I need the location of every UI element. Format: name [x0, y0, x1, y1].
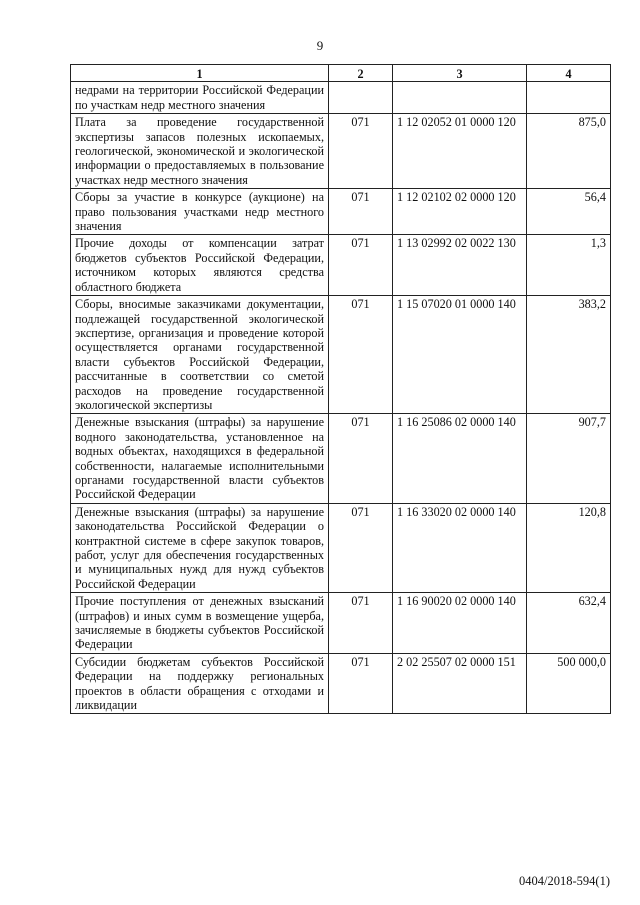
- admin-code: 071: [329, 114, 393, 189]
- revenue-description: Сборы, вносимые заказчиками документации, подлежащей государственной экологической экспертизе, организация и проведение которой осуществляется органами государственной власти субъектов Российской Федерации, рассчитанные в соответствии со сметой расходов на проведение государственной экологической экспертизы: [71, 296, 329, 414]
- budget-classification-code: 1 15 07020 01 0000 140: [393, 296, 527, 414]
- column-header: 1: [71, 65, 329, 82]
- table-row: [71, 503, 611, 592]
- admin-code: 071: [329, 189, 393, 235]
- table-row: [71, 114, 611, 189]
- table-row: [71, 653, 611, 714]
- table-header-row: [71, 65, 611, 82]
- table-row: [71, 296, 611, 414]
- revenue-description: Денежные взыскания (штрафы) за нарушение законодательства Российской Федерации о контрактной системе в сфере закупок товаров, работ, услуг для обеспечения государственных и муниципальных нужд для нужд субъектов Российской Федерации: [71, 503, 329, 592]
- admin-code: 071: [329, 235, 393, 296]
- amount: 907,7: [527, 414, 611, 503]
- budget-classification-code: 1 16 33020 02 0000 140: [393, 503, 527, 592]
- amount: 120,8: [527, 503, 611, 592]
- admin-code: 071: [329, 296, 393, 414]
- amount: [527, 82, 611, 114]
- admin-code: 071: [329, 653, 393, 714]
- table-row: [71, 414, 611, 503]
- budget-classification-code: 2 02 25507 02 0000 151: [393, 653, 527, 714]
- page-number: 9: [316, 38, 324, 53]
- column-header: 3: [393, 65, 527, 82]
- budget-classification-code: 1 16 90020 02 0000 140: [393, 593, 527, 654]
- revenue-description: Прочие доходы от компенсации затрат бюджетов субъектов Российской Федерации, источником которых являются средства областного бюджета: [71, 235, 329, 296]
- document-number: 0404/2018-594(1): [519, 874, 610, 888]
- revenue-description: недрами на территории Российской Федерации по участкам недр местного значения: [71, 82, 329, 114]
- admin-code: [329, 82, 393, 114]
- admin-code: 071: [329, 414, 393, 503]
- amount: 1,3: [527, 235, 611, 296]
- revenue-description: Сборы за участие в конкурсе (аукционе) на право пользования участками недр местного значения: [71, 189, 329, 235]
- revenue-description: Плата за проведение государственной экспертизы запасов полезных ископаемых, геологической, экономической и экологической информации о предоставляемых в пользование участках недр местного значения: [71, 114, 329, 189]
- budget-classification-code: 1 12 02102 02 0000 120: [393, 189, 527, 235]
- column-header: 4: [527, 65, 611, 82]
- amount: 500 000,0: [527, 653, 611, 714]
- budget-classification-code: 1 13 02992 02 0022 130: [393, 235, 527, 296]
- revenue-table: [70, 64, 611, 714]
- budget-classification-code: 1 16 25086 02 0000 140: [393, 414, 527, 503]
- table-row: [71, 82, 611, 114]
- budget-classification-code: 1 12 02052 01 0000 120: [393, 114, 527, 189]
- table-row: [71, 593, 611, 654]
- column-header: 2: [329, 65, 393, 82]
- table-row: [71, 235, 611, 296]
- amount: 875,0: [527, 114, 611, 189]
- amount: 56,4: [527, 189, 611, 235]
- admin-code: 071: [329, 593, 393, 654]
- amount: 632,4: [527, 593, 611, 654]
- admin-code: 071: [329, 503, 393, 592]
- revenue-description: Прочие поступления от денежных взысканий (штрафов) и иных сумм в возмещение ущерба, зачисляемые в бюджеты субъектов Российской Федерации: [71, 593, 329, 654]
- revenue-description: Субсидии бюджетам субъектов Российской Федерации на поддержку региональных проектов в области обращения с отходами и ликвидации: [71, 653, 329, 714]
- amount: 383,2: [527, 296, 611, 414]
- budget-classification-code: [393, 82, 527, 114]
- revenue-description: Денежные взыскания (штрафы) за нарушение водного законодательства, установленное на водных объектах, находящихся в федеральной собственности, налагаемые исполнительными органами государственной власти субъектов Российской Федерации: [71, 414, 329, 503]
- table-row: [71, 189, 611, 235]
